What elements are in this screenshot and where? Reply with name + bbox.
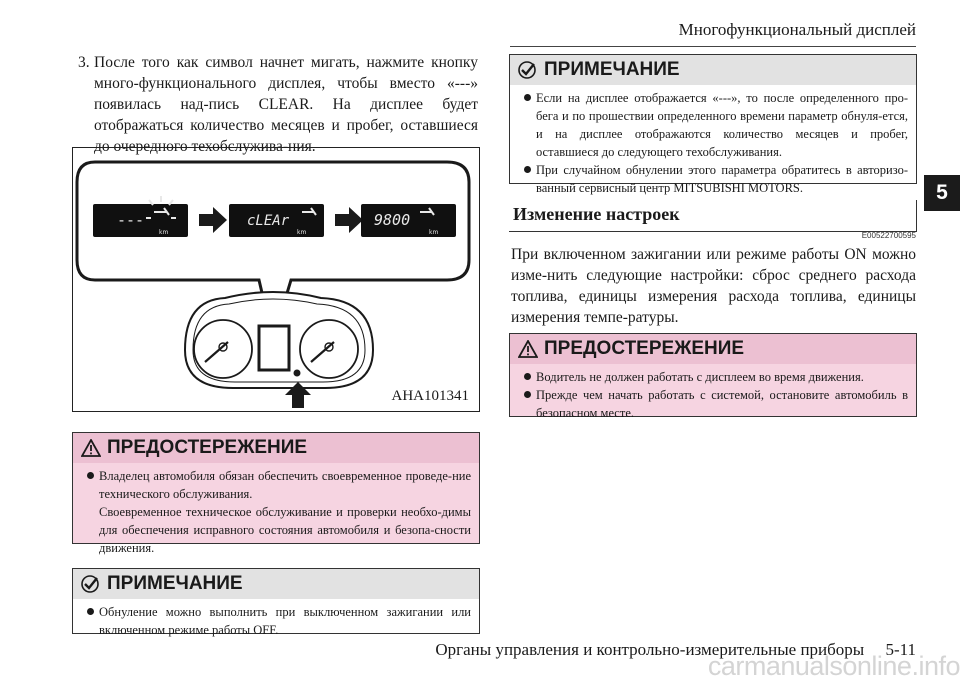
note-title: ПРИМЕЧАНИЕ <box>544 59 680 80</box>
center-display <box>259 326 289 370</box>
section-title: Изменение настроек <box>509 200 917 232</box>
warning-triangle-icon <box>518 340 538 358</box>
panel2-unit: km <box>297 229 307 236</box>
section-paragraph: При включенном зажигании или режиме работы ON можно изме-нить следующие настройки: сброс среднего расхода топлива, единицы измерения расхода топлива, единицы измерения темпе-ратуры. <box>511 246 916 326</box>
panel1-unit: km <box>159 229 169 236</box>
check-icon <box>518 61 538 79</box>
warning-triangle-icon <box>81 439 101 457</box>
step-text: После того как символ начнет мигать, нажмите кнопку много-функционального дисплея, чтобы вместо «---» появилась над-пись CLEAR. На дисплее будет отображаться количество месяцев и пробег, оставшиеся до очередного техобслужива-ния. <box>94 54 478 155</box>
caution-header <box>73 433 479 463</box>
header-rule <box>510 46 916 47</box>
note-title: ПРИМЕЧАНИЕ <box>107 573 243 594</box>
left-gauge <box>194 320 252 378</box>
panel3-unit: km <box>429 229 439 236</box>
list-item: Обнуление можно выполнить при выключенном зажигании или включенном режиме работы OFF. <box>87 603 471 639</box>
note-header <box>73 569 479 599</box>
figure-caption: AHA101341 <box>391 388 469 404</box>
caution-left-item1-line1: Владелец автомобиля обязан обеспечить своевременное проведе-ние технического обслуживания. <box>99 469 471 501</box>
panel3-text: 9800 <box>374 211 411 229</box>
list-item: Водитель не должен работать с дисплеем во время движения. <box>524 368 908 386</box>
settings-section <box>509 200 917 232</box>
dashboard-illustration <box>73 148 479 411</box>
caution-left-item1-line2: Своевременное техническое обслуживание и проверки необхо-димы для обеспечения исправного состояния автомобиля и безопа-сности движения. <box>99 505 471 555</box>
caution-box-left <box>72 432 480 555</box>
step-3 <box>78 52 478 157</box>
section-code: E00522700595 <box>861 231 916 240</box>
caution-title: ПРЕДОСТЕРЕЖЕНИЕ <box>107 437 308 458</box>
dashboard-figure <box>72 147 480 412</box>
right-gauge <box>300 320 358 378</box>
caution-title: ПРЕДОСТЕРЕЖЕНИЕ <box>544 338 745 359</box>
page-header-title: Многофункциональный дисплей <box>678 20 916 39</box>
reset-knob <box>294 370 301 377</box>
note-box-left <box>72 568 480 637</box>
note-box-right <box>509 54 917 195</box>
list-item: Если на дисплее отображается «---», то после определенного про-бега и по прошествии определенного времени параметр обнуля-ется, и на дисплее отображаются количество месяцев и пробег, оставшиеся до следующего техобслуживания. <box>524 89 908 161</box>
panel1-text: --- <box>117 211 145 229</box>
step-number: 3. <box>78 54 90 71</box>
check-icon <box>81 575 101 593</box>
caution-header <box>510 334 916 364</box>
chapter-tab[interactable]: 5 <box>924 175 960 211</box>
watermark[interactable]: carmanualsonline.info <box>707 651 960 681</box>
page-footer: Органы управления и контрольно-измерительные приборы 5-11 <box>435 640 916 659</box>
note-header <box>510 55 916 85</box>
panel2-text: cLEAr <box>247 213 290 229</box>
caution-box-right <box>509 333 917 420</box>
list-item <box>87 467 471 557</box>
list-item: При случайном обнулении этого параметра обратитесь в авторизо-ванный сервисный центр MITSUBISHI MOTORS. <box>524 161 908 197</box>
list-item: Прежде чем начать работать с системой, остановите автомобиль в безопасном месте. <box>524 386 908 422</box>
